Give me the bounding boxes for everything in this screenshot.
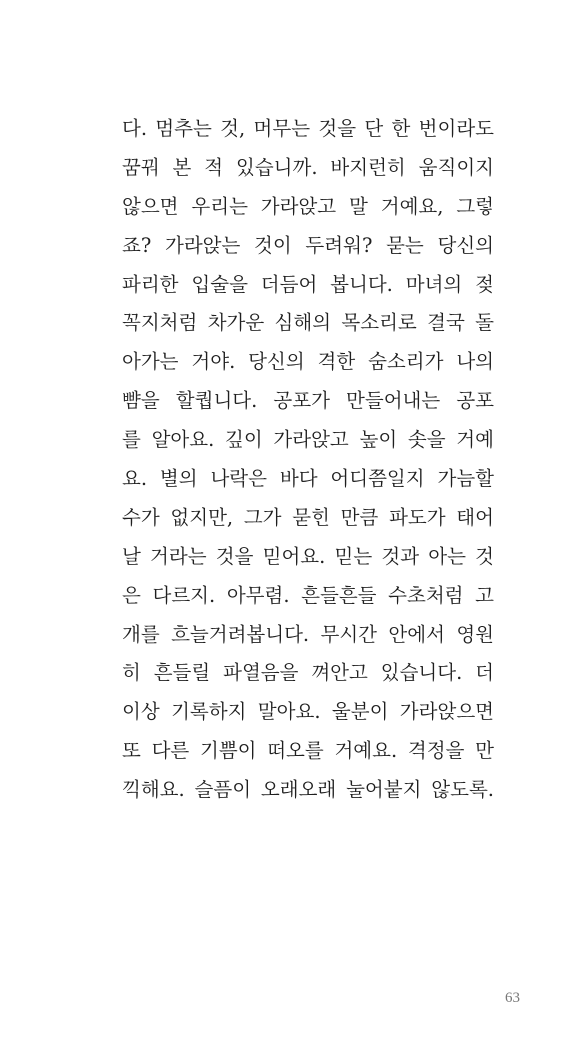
text-line: 끽해요. 슬픔이 오래오래 눌어붙지 않도록. — [122, 778, 494, 802]
text-line: 개를 흐늘거려봅니다. 무시간 안에서 영원 — [122, 622, 494, 646]
text-line: 꿈꿔 본 적 있습니까. 바지런히 움직이지 — [122, 155, 494, 179]
text-line: 요. 별의 나락은 바다 어디쯤일지 가늠할 — [122, 467, 494, 491]
text-line: 파리한 입술을 더듬어 봅니다. 마녀의 젖 — [122, 272, 494, 296]
text-line: 뺨을 할퀍니다. 공포가 만들어내는 공포 — [122, 389, 494, 413]
text-line: 날 거라는 것을 믿어요. 믿는 것과 아는 것 — [122, 544, 494, 568]
text-line: 아가는 거야. 당신의 격한 숨소리가 나의 — [122, 350, 494, 374]
text-line: 은 다르지. 아무렴. 흔들흔들 수초처럼 고 — [122, 583, 494, 607]
text-line: 를 알아요. 깊이 가라앉고 높이 솟을 거예 — [122, 428, 494, 452]
text-line: 않으면 우리는 가라앉고 말 거예요, 그렇 — [122, 194, 494, 218]
text-line: 꼭지처럼 차가운 심해의 목소리로 결국 돌 — [122, 311, 494, 335]
text-line: 죠? 가라앉는 것이 두려워? 묻는 당신의 — [122, 233, 494, 257]
page-number: 63 — [505, 990, 520, 1006]
text-line: 이상 기록하지 말아요. 울분이 가라앉으면 — [122, 700, 494, 724]
text-line: 수가 없지만, 그가 묻힌 만큼 파도가 태어 — [122, 505, 494, 529]
text-line: 히 흔들릴 파열음을 껴안고 있습니다. 더 — [122, 661, 494, 685]
body-text — [122, 110, 494, 810]
text-line: 다. 멈추는 것, 머무는 것을 단 한 번이라도 — [122, 117, 494, 140]
text-line: 또 다른 기쁨이 떠오를 거예요. 격정을 만 — [122, 739, 494, 763]
